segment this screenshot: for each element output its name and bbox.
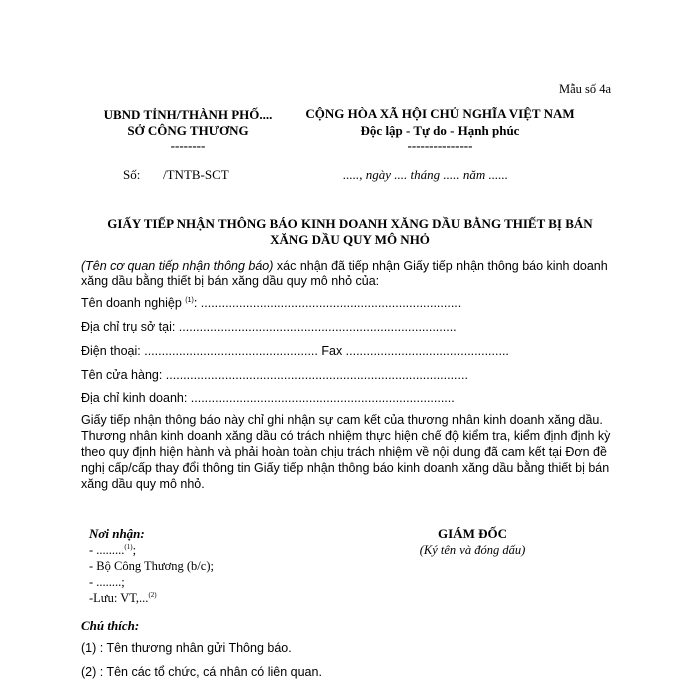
right-header-rule: --------------- — [407, 138, 473, 153]
enterprise-name-label: Tên doanh nghiệp — [81, 296, 182, 310]
receiving-agency-placeholder: (Tên cơ quan tiếp nhận thông báo) — [81, 259, 274, 273]
left-header-rule: -------- — [170, 138, 206, 153]
intro-line1-text: xác nhận đã tiếp nhận Giấy tiếp nhận thông báo kinh doanh — [273, 259, 608, 273]
body-line3: theo quy định hiện hành và phải hoàn toàn chịu trách nhiệm về nội dung đã cam kết tại Đơn đề — [81, 445, 607, 459]
notes-heading: Chú thích: — [81, 618, 140, 633]
document-title-line2: XĂNG DẦU QUY MÔ NHỎ — [270, 232, 430, 247]
date-line: ....., ngày .... tháng ..... năm ...... — [343, 167, 509, 182]
phone-fax-field: Điện thoại: .................................................. Fax ............................................... — [81, 344, 509, 358]
intro-line2: xăng dầu bằng thiết bị bán xăng dầu quy mô nhỏ của: — [81, 274, 380, 288]
enterprise-name-field — [81, 296, 461, 310]
recipient-item-4: -Lưu: VT,...$^{(2)}$ — [89, 590, 157, 605]
signatory-title: GIÁM ĐỐC — [438, 526, 507, 541]
recipient-item-1: - .........$^{(1)}$; — [89, 542, 137, 557]
intro-line1 — [81, 259, 608, 273]
recipients-heading: Nơi nhận: — [89, 526, 145, 541]
business-address-field: Địa chỉ kinh doanh: ............................................................................ — [81, 391, 455, 405]
body-line4: nghị cấp/cấp thay đổi thông tin Giấy tiếp nhận thông báo kinh doanh xăng dầu bằng thiết bị bán — [81, 461, 610, 475]
store-name-field: Tên cửa hàng: ....................................................................................... — [81, 368, 468, 382]
footnote-ref-1: (1) — [185, 296, 194, 304]
document-title-line1: GIẤY TIẾP NHẬN THÔNG BÁO KINH DOANH XĂNG DẦU BẰNG THIẾT BỊ BÁN — [107, 216, 593, 231]
body-line1: Giấy tiếp nhận thông báo này chỉ ghi nhận sự cam kết của thương nhân kinh doanh xăng dầu. — [81, 413, 603, 427]
national-title: CỘNG HÒA XÃ HỘI CHỦ NGHĨA VIỆT NAM — [305, 106, 575, 121]
footnote-ref-2: (2) — [148, 590, 157, 599]
footnote-ref-1: (1) — [124, 542, 133, 551]
national-motto: Độc lập - Tự do - Hạnh phúc — [360, 123, 520, 138]
authority-name: UBND TỈNH/THÀNH PHỐ.... — [103, 107, 273, 122]
note-1: (1) : Tên thương nhân gửi Thông báo. — [81, 641, 292, 655]
body-line2: Thương nhân kinh doanh xăng dầu có trách nhiệm thực hiện chế độ kiểm tra, kiểm định định kỳ — [81, 429, 611, 443]
form-number: Mẫu số 4a — [559, 82, 612, 96]
department-name: SỞ CÔNG THƯƠNG — [127, 123, 249, 138]
recipient-item-3: - ........; — [89, 575, 125, 589]
reference-number: /TNTB-SCT — [163, 167, 229, 182]
recipient-item-2: - Bộ Công Thương (b/c); — [89, 559, 214, 573]
hq-address-field: Địa chỉ trụ sở tại: ................................................................................ — [81, 320, 457, 334]
enterprise-name-dots: : ........................................................................... — [193, 296, 462, 310]
body-line5: xăng dầu quy mô nhỏ. — [81, 477, 205, 491]
note-2: (2) : Tên các tổ chức, cá nhân có liên quan. — [81, 665, 322, 679]
reference-label: Số: — [123, 167, 141, 182]
signature-instruction: (Ký tên và đóng dấu) — [419, 543, 526, 557]
